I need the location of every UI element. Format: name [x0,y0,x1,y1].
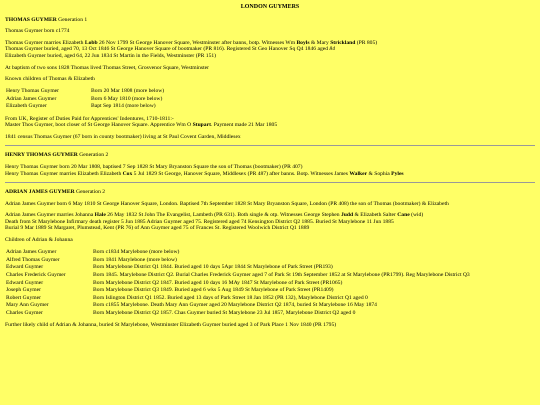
burial-line: Burial 9 Mar 1889 St Margaret, Plumstead, Kent (PR 76) of Ann Guymer aged 75 of Frances St. Registered Woolwich District Q1 1889 [5,225,310,232]
italic-age: 84 [329,46,336,53]
table-row [5,287,474,295]
child-info: Born Marylebone District Q1 1844. Buried aged 10 days 5Apr 1844 St Marylebone of Park Street (PR193) [93,264,333,271]
marriage-line [5,212,535,219]
child-info: Born Marylebone District Q2 1847. Buried aged 10 days 16 MAy 1847 St Marylebone of Park Street (PR1065) [93,279,343,286]
census-line: 1841 census Thomas Guymer (67 born in county bootmaker) living at St Paul Covent Garden, Middlesex [5,133,241,140]
henry-paragraph [5,164,535,177]
text: Thomas Guymer marries Elizabeth [5,39,85,46]
section-heading-henry [5,152,535,159]
text: & Mary [309,39,331,46]
surname: Strickland [330,39,356,46]
death-line: Death from St Marylebone Infirmary death register 5 Jun 1885 Adrian Guymer aged 75. Registered aged 74 Kensington District Q2 1885. Buried St Marylebone 11 Jun 1885 [5,218,394,225]
table-row [5,271,474,279]
table-row [5,279,474,287]
person-name: THOMAS GUYMER [5,16,57,23]
register-heading: From UK, Register of Duties Paid for Apprentices' Indentures, 1710-1811:- [5,115,174,122]
text: Adrian James Guymer marries Johanna [5,212,95,219]
adrian-paragraph [5,212,535,232]
apprentice-paragraph [5,116,535,129]
child-info: Bapt Sep 1814 (more below) [91,103,156,110]
surname: Lobb [84,39,98,46]
child-name: Adrian James Guymer [6,249,57,256]
child-name: Edward Guymer [6,264,44,271]
child-info: Born Marylebone District Q2 1857. Chas Guymer buried St Marylebone 23 Jul 1857, Marylebone District Q2 aged 0 [93,309,356,316]
child-info: Born 1845. Marylebone District Q2. Burial Charles Frederick Guymer aged 7 of Park St 19th September 1852 at St Marylebone (PR1799). Reg Marylebone District Q3 [93,271,470,278]
generation-label: Generation 2 [79,152,109,159]
section-heading-thomas [5,17,535,24]
text: & Elizabeth Salter [353,212,398,219]
child-info: Born Islington District Q1 1852. Buried aged 13 days of Park Street 18 Jan 1852 (PR 132), Marylebone District Q1 aged 0 [93,294,368,301]
surname: Walker [349,170,368,177]
surname: Boyls [296,39,310,46]
birth-text: Thomas Guymer born c1774 [5,28,70,35]
generation-label: Generation 2 [76,189,106,196]
register-entry [5,122,535,129]
birth-line: Henry Thomas Guymer born 20 Mar 1808, baptised 7 Sep 1828 St Mary Bryanston Square the son of Thomas (bootmaker) (PR 407) [5,163,303,170]
burial-line-elizabeth: Elizabeth Guymer buried, aged 64, 22 Jun 1834 St Martin in the Fields, Westminster (PR 151) [5,52,217,59]
text: 26 Nov 1799 St George Hanover Square, Westminster after banns, botp. Witnesses Wm [97,39,297,46]
text: . Payment made 21 Mar 1805 [210,122,278,129]
child-info: Born 1841 Marylebone (more below) [93,256,177,263]
section-heading-adrian [5,189,535,196]
surname: Hale [94,212,106,219]
children-heading: Known children of Thomas & Elizabeth [5,76,95,83]
table-row [5,294,474,302]
text: 5 Jul 1829 St George, Hanover Square, Middlesex (PR 487) after banns. Botp. Witnesses James [132,170,350,177]
surname: Cox [122,170,133,177]
birth-line [5,28,535,35]
text: Thomas Guymer buried, aged 70, 13 Oct 1846 St George Hanover Square of bootmaker (PR 816). Registered St Geo Hanover Sq Q4 1846 aged [5,46,330,53]
children-table [5,88,168,111]
text: Henry Thomas Guymer marries Elizabeth Elizabeth [5,170,123,177]
burial-line [5,46,535,53]
child-info: Born Marylebone District Q3 1849. Buried aged 6 wks 5 Aug 1849 St Marylebone of Park Street (PR1409) [93,287,334,294]
child-name: Robert Guymer [6,294,41,301]
table-row [5,88,168,96]
child-name: Charles Frederick Guymer [6,271,66,278]
surname: Judd [341,212,354,219]
children-table [5,249,474,317]
table-row [5,256,474,264]
child-name: Elizabeth Guymer [6,103,47,110]
child-name: Charles Guymer [6,309,43,316]
table-row [5,309,474,317]
person-name: ADRIAN JAMES GUYMER [5,189,75,196]
marriage-line [5,171,535,178]
table-row [5,264,474,272]
child-info: Born 6 May 1810 (more below) [91,95,163,102]
surname: Pyles [391,170,404,177]
birth-paragraph: Adrian James Guymer born 6 May 1810 St George Hanover Square, London. Baptised 7th September 1828 St Mary Bryanston Square, London (PR 408) the son of Thomas (bootmaker) & Elizabeth [5,200,449,207]
surname: Stupart [192,122,211,129]
child-info: Born c1855 Marylebone. Death Mary Ann Guymer aged 20 Marylebone District Q2 1874, buried St Marylebone 16 May 1874 [93,302,377,309]
child-name: Adrian James Guymer [6,95,57,102]
divider [5,182,535,183]
child-name: Joseph Guymer [6,287,41,294]
person-name: HENRY THOMAS GUYMER [5,152,78,159]
text: (PR 805) [355,39,378,46]
child-name: Edward Guymer [6,279,44,286]
text: Master Thos Guymer, boot closer of St George Hanover Square. Apprentice Wm O [5,122,193,129]
table-row [5,302,474,310]
child-info: Born c1834 Marylebone (more below) [93,249,180,256]
child-name: Alfred Thomas Guymer [6,256,60,263]
footer-note: Further likely child of Adrian & Johanna, buried St Marylebone, Westminster Elizabeth Guymer buried aged 3 of Park Place 1 Nov 1840 (PR 1795) [5,322,337,328]
marriage-paragraph [5,40,535,60]
table-row [5,103,168,111]
child-name: Mary Ann Guymer [6,302,49,309]
divider [5,145,535,146]
text: & Sophia [367,170,392,177]
baptism-line: At baptism of two sons 1828 Thomas lived Thomas Street, Grosvenor Square, Westminster [5,64,210,71]
text: (wid) [409,212,424,219]
surname: Cane [397,212,410,219]
text: 26 May 1832 St John The Evangelist, Lambeth (PR 631). Both single & otp. Witnesses George Stephen [105,212,341,219]
table-row [5,249,474,257]
page-title: LONDON GUYMERS [240,4,300,10]
child-name: Henry Thomas Guymer [6,88,60,95]
generation-label: Generation 1 [58,16,88,23]
child-info: Born 20 Mar 1808 (more below) [91,88,165,95]
children-heading: Children of Adrian & Johanna [5,237,73,244]
table-row [5,95,168,103]
